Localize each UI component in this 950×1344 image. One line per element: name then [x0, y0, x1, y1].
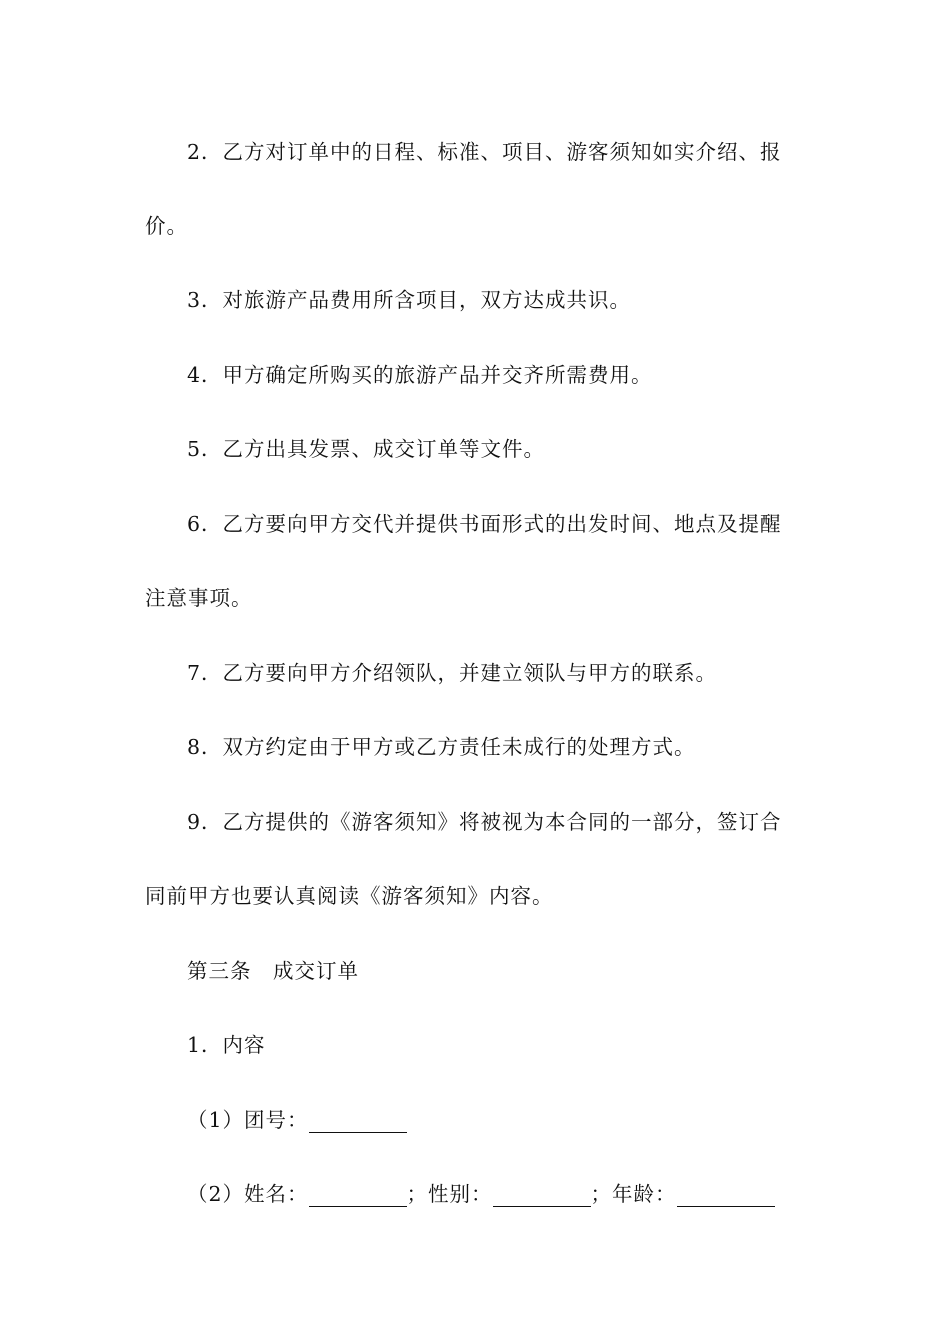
- clause-3: 3．对旅游产品费用所含项目，双方达成共识。: [187, 288, 632, 312]
- clause-6-line-1: 6．乙方要向甲方交代并提供书面形式的出发时间、地点及提醒: [187, 512, 782, 536]
- group-number-label: （1）团号：: [187, 1108, 309, 1132]
- gender-label: ；性别：: [406, 1182, 493, 1206]
- clause-8: 8．双方约定由于甲方或乙方责任未成行的处理方式。: [187, 735, 696, 759]
- gender-field[interactable]: [493, 1184, 591, 1207]
- name-label: （2）姓名：: [187, 1182, 309, 1206]
- article-3-heading: 第三条 成交订单: [187, 959, 359, 983]
- clause-6-line-2: 注意事项。: [145, 586, 253, 610]
- clause-4: 4．甲方确定所购买的旅游产品并交齐所需费用。: [187, 363, 653, 387]
- traveler-info-row: [187, 1180, 852, 1208]
- clause-5: 5．乙方出具发票、成交订单等文件。: [187, 437, 546, 461]
- clause-9-line-2: 同前甲方也要认真阅读《游客须知》内容。: [145, 884, 554, 908]
- age-label: ；年龄：: [590, 1182, 677, 1206]
- group-number-field[interactable]: [309, 1110, 407, 1133]
- clause-7: 7．乙方要向甲方介绍领队，并建立领队与甲方的联系。: [187, 661, 718, 685]
- age-field[interactable]: [677, 1184, 775, 1207]
- group-number-row: [187, 1106, 852, 1134]
- content-heading: 1．内容: [187, 1033, 266, 1057]
- name-field[interactable]: [309, 1184, 407, 1207]
- clause-2-line-2: 价。: [145, 214, 188, 238]
- clause-9-line-1: 9．乙方提供的《游客须知》将被视为本合同的一部分，签订合: [187, 810, 782, 834]
- clause-2-line-1: 2．乙方对订单中的日程、标准、项目、游客须知如实介绍、报: [187, 140, 782, 164]
